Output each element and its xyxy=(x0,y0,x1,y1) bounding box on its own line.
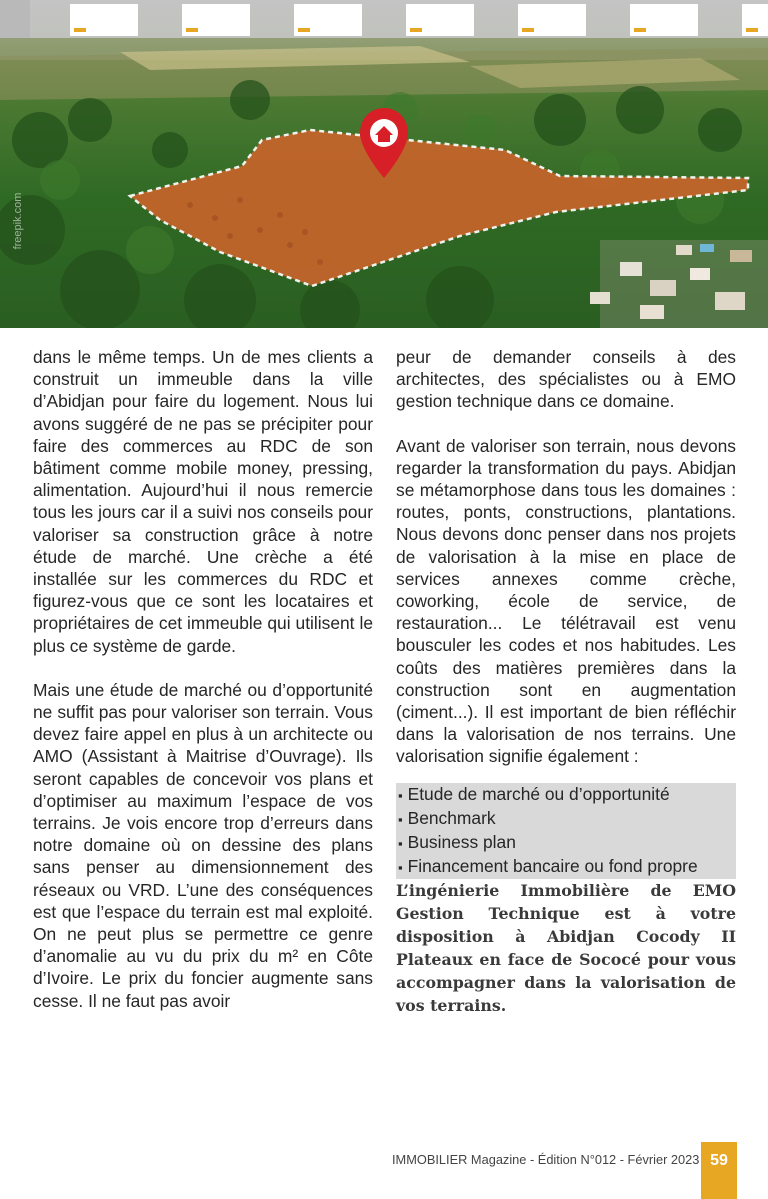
photo-credit: freepik.com xyxy=(12,192,24,250)
list-item: ▪ Benchmark xyxy=(396,807,736,831)
left-column xyxy=(33,346,373,1012)
page-number: 59 xyxy=(710,1152,728,1169)
paragraph: dans le même temps. Un de mes clients a construit un immeuble dans la ville d’Abidjan pour faire du logement. Nous lui avons suggéré de ne pas se précipiter pour faire des commerces au RDC de son bâtiment comme mobile money, pressing, alimentation. Aujourd’hui il nous remercie tous les jours car il a suivi nos conseils pour valoriser sa construction grâce à notre étude de marché. Une crèche a été installée sur les commerces du RDC et figurez-vous que ce sont les locataires et propriétaires de cet immeuble qui utilisent le plus ce système de garde. xyxy=(33,347,373,656)
paragraph: Mais une étude de marché ou d’opportunité ne suffit pas pour valoriser son terrain. Vous devez faire appel en plus à un architecte ou AMO (Assistant à Maitrise d’Ouvrage). Ils seront capables de concevoir vos plans et d’optimiser au maximum l’espace de vos terrains. Je vois encore trop d’erreurs dans notre domaine où on dessine des plans sans penser au dimensionnement des réseaux ou VRD. L’une des conséquences est que l’espace du terrain est mal exploité. On ne peut plus se permettre ce genre d’anomalie au vu du prix du m² en Côte d’Ivoire. Le prix du foncier augmente sans cesse. Il ne faut pas avoir xyxy=(33,679,373,1011)
right-column xyxy=(396,346,736,1017)
list-item: ▪ Business plan xyxy=(396,831,736,855)
list-item: ▪ Etude de marché ou d’opportunité xyxy=(396,783,736,807)
page-number-badge xyxy=(701,1142,737,1199)
bullet-list xyxy=(396,783,736,879)
paragraph: peur de demander conseils à des architectes, des spécialistes ou à EMO gestion technique dans ce domaine. xyxy=(396,347,736,412)
paragraph: Avant de valoriser son terrain, nous devons regarder la transformation du pays. Abidjan se métamorphose dans tous les domaines : routes, ponts, constructions, plantations. Nous devons donc penser dans nos projets de valorisation à la mise en place de services annexes comme crèche, coworking, école de service, de restauration... Le télétravail est venu bousculer les codes et nos habitudes. Les coûts des matières premières dans la construction sont en augmentation (ciment...). Il est important de bien réfléchir dans la valorisation de nos terrains. Une valorisation signifie également : xyxy=(396,435,736,767)
call-to-action: L’ingénierie Immobilière de EMO Gestion Technique est à votre disposition à Abidjan Cocody II Plateaux en face de Sococé pour vous accompagner dans la valorisation de vos terrains. xyxy=(396,880,736,1015)
hero-aerial-photo xyxy=(0,0,768,328)
list-item: ▪ Financement bancaire ou fond propre xyxy=(396,855,736,879)
aerial-land-illustration xyxy=(0,0,768,328)
publication-footer: IMMOBILIER Magazine - Édition N°012 - Février 2023 xyxy=(392,1152,700,1167)
